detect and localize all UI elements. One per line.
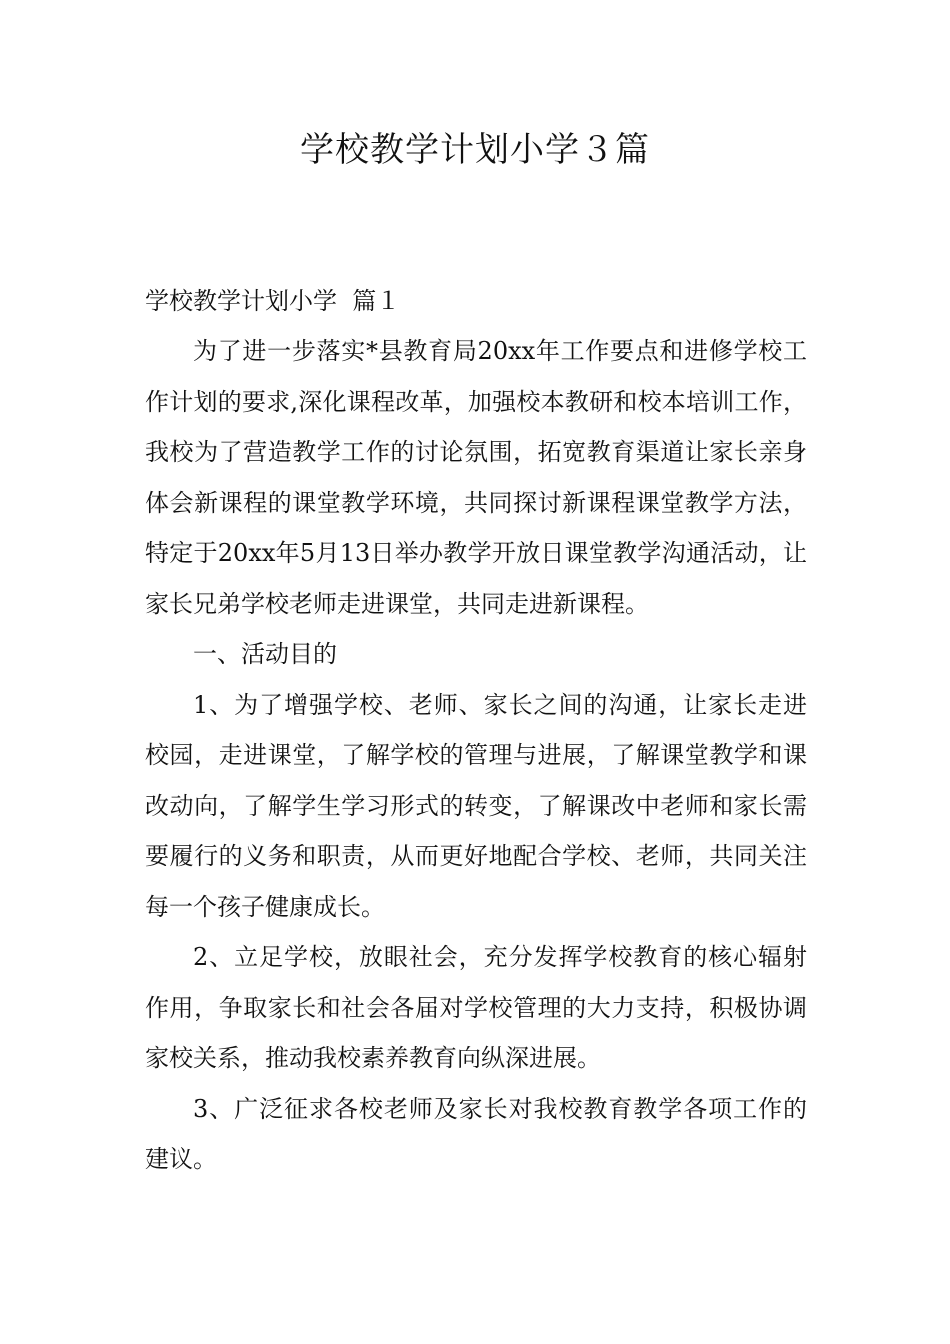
paragraph-item-1: 1、为了增强学校、老师、家长之间的沟通，让家长走进校园，走进课堂，了解学校的管理与进展，了解课堂教学和课改动向，了解学生学习形式的转变，了解课改中老师和家长需要履行的义务和职责，从而更好地配合学校、老师，共同关注每一个孩子健康成长。 xyxy=(145,690,807,921)
paragraph-intro: 为了进一步落实*县教育局20xx年工作要点和进修学校工作计划的要求,深化课程改革，加强校本教研和校本培训工作，我校为了营造教学工作的讨论氛围，拓宽教育渠道让家长亲身体会新课程的课堂教学环境，共同探讨新课程课堂教学方法，特定于20xx年5月13日举办教学开放日课堂教学沟通活动，让家长兄弟学校老师走进课堂，共同走进新课程。 xyxy=(145,337,807,618)
paragraph-item-2: 2、立足学校，放眼社会，充分发挥学校教育的核心辐射作用，争取家长和社会各届对学校管理的大力支持，积极协调家校关系，推动我校素养教育向纵深进展。 xyxy=(145,943,807,1072)
section-heading: 学校教学计划小学 篇１ xyxy=(145,287,401,315)
paragraph-heading-activity-purpose: 一、活动目的 xyxy=(193,640,337,668)
document-title: 学校教学计划小学３篇 xyxy=(300,130,650,170)
paragraph-item-3: 3、广泛征求各校老师及家长对我校教育教学各项工作的建议。 xyxy=(145,1094,807,1173)
document-body xyxy=(145,276,807,1185)
